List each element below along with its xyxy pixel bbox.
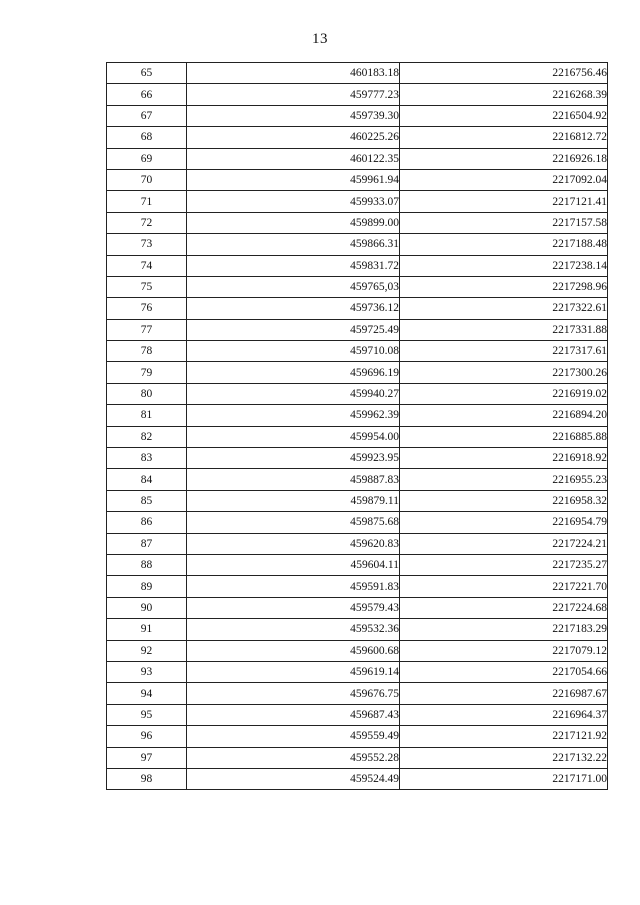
table-row: [107, 619, 608, 640]
x-coordinate-cell: 460183.18: [187, 63, 400, 84]
x-coordinate-cell: 459559.49: [187, 726, 400, 747]
y-coordinate-cell: 2216885.88: [400, 426, 608, 447]
x-coordinate-cell: 459552.28: [187, 747, 400, 768]
table-row: [107, 234, 608, 255]
x-coordinate-cell: 459710.08: [187, 341, 400, 362]
point-number-cell: 65: [107, 63, 187, 84]
x-coordinate-cell: 459736.12: [187, 298, 400, 319]
table-row: [107, 105, 608, 126]
y-coordinate-cell: 2217300.26: [400, 362, 608, 383]
point-number-cell: 89: [107, 576, 187, 597]
table-row: [107, 127, 608, 148]
x-coordinate-cell: 459866.31: [187, 234, 400, 255]
y-coordinate-cell: 2216926.18: [400, 148, 608, 169]
point-number-cell: 82: [107, 426, 187, 447]
point-number-cell: 75: [107, 276, 187, 297]
y-coordinate-cell: 2217121.92: [400, 726, 608, 747]
table-row: [107, 84, 608, 105]
x-coordinate-cell: 459620.83: [187, 533, 400, 554]
point-number-cell: 79: [107, 362, 187, 383]
x-coordinate-cell: 459875.68: [187, 512, 400, 533]
y-coordinate-cell: 2216268.39: [400, 84, 608, 105]
table-row: [107, 683, 608, 704]
table-row: [107, 276, 608, 297]
point-number-cell: 96: [107, 726, 187, 747]
table-row: [107, 341, 608, 362]
y-coordinate-cell: 2217171.00: [400, 768, 608, 789]
table-row: [107, 319, 608, 340]
point-number-cell: 77: [107, 319, 187, 340]
point-number-cell: 76: [107, 298, 187, 319]
table-row: [107, 554, 608, 575]
x-coordinate-cell: 459725.49: [187, 319, 400, 340]
x-coordinate-cell: 459954.00: [187, 426, 400, 447]
table-row: [107, 768, 608, 789]
point-number-cell: 94: [107, 683, 187, 704]
table-row: [107, 597, 608, 618]
x-coordinate-cell: 459899.00: [187, 212, 400, 233]
coordinates-table-body: [107, 63, 608, 790]
table-row: [107, 512, 608, 533]
y-coordinate-cell: 2216955.23: [400, 469, 608, 490]
y-coordinate-cell: 2216504.92: [400, 105, 608, 126]
x-coordinate-cell: 459961.94: [187, 169, 400, 190]
table-row: [107, 63, 608, 84]
point-number-cell: 90: [107, 597, 187, 618]
table-row: [107, 191, 608, 212]
y-coordinate-cell: 2217183.29: [400, 619, 608, 640]
x-coordinate-cell: 459676.75: [187, 683, 400, 704]
point-number-cell: 66: [107, 84, 187, 105]
point-number-cell: 92: [107, 640, 187, 661]
y-coordinate-cell: 2217157.58: [400, 212, 608, 233]
y-coordinate-cell: 2217298.96: [400, 276, 608, 297]
y-coordinate-cell: 2216958.32: [400, 490, 608, 511]
point-number-cell: 81: [107, 405, 187, 426]
y-coordinate-cell: 2217054.66: [400, 661, 608, 682]
table-row: [107, 362, 608, 383]
y-coordinate-cell: 2217322.61: [400, 298, 608, 319]
y-coordinate-cell: 2216987.67: [400, 683, 608, 704]
table-row: [107, 405, 608, 426]
table-row: [107, 148, 608, 169]
x-coordinate-cell: 459887.83: [187, 469, 400, 490]
point-number-cell: 97: [107, 747, 187, 768]
point-number-cell: 80: [107, 383, 187, 404]
x-coordinate-cell: 459765,03: [187, 276, 400, 297]
y-coordinate-cell: 2217092.04: [400, 169, 608, 190]
y-coordinate-cell: 2217235.27: [400, 554, 608, 575]
x-coordinate-cell: 459739.30: [187, 105, 400, 126]
table-row: [107, 726, 608, 747]
y-coordinate-cell: 2216756.46: [400, 63, 608, 84]
point-number-cell: 91: [107, 619, 187, 640]
y-coordinate-cell: 2217224.21: [400, 533, 608, 554]
point-number-cell: 73: [107, 234, 187, 255]
point-number-cell: 72: [107, 212, 187, 233]
y-coordinate-cell: 2217188.48: [400, 234, 608, 255]
y-coordinate-cell: 2217079.12: [400, 640, 608, 661]
point-number-cell: 83: [107, 448, 187, 469]
table-row: [107, 576, 608, 597]
point-number-cell: 87: [107, 533, 187, 554]
point-number-cell: 74: [107, 255, 187, 276]
table-row: [107, 448, 608, 469]
x-coordinate-cell: 459933.07: [187, 191, 400, 212]
point-number-cell: 69: [107, 148, 187, 169]
point-number-cell: 84: [107, 469, 187, 490]
table-row: [107, 169, 608, 190]
point-number-cell: 71: [107, 191, 187, 212]
x-coordinate-cell: 459604.11: [187, 554, 400, 575]
y-coordinate-cell: 2217238.14: [400, 255, 608, 276]
x-coordinate-cell: 459591.83: [187, 576, 400, 597]
point-number-cell: 78: [107, 341, 187, 362]
coordinates-table: [106, 62, 608, 790]
x-coordinate-cell: 459524.49: [187, 768, 400, 789]
x-coordinate-cell: 460122.35: [187, 148, 400, 169]
table-row: [107, 469, 608, 490]
y-coordinate-cell: 2217132.22: [400, 747, 608, 768]
table-row: [107, 212, 608, 233]
y-coordinate-cell: 2216812.72: [400, 127, 608, 148]
y-coordinate-cell: 2217121.41: [400, 191, 608, 212]
point-number-cell: 67: [107, 105, 187, 126]
point-number-cell: 98: [107, 768, 187, 789]
point-number-cell: 85: [107, 490, 187, 511]
y-coordinate-cell: 2216964.37: [400, 704, 608, 725]
x-coordinate-cell: 459696.19: [187, 362, 400, 383]
x-coordinate-cell: 460225.26: [187, 127, 400, 148]
table-row: [107, 426, 608, 447]
x-coordinate-cell: 459579.43: [187, 597, 400, 618]
point-number-cell: 88: [107, 554, 187, 575]
table-row: [107, 661, 608, 682]
x-coordinate-cell: 459600.68: [187, 640, 400, 661]
y-coordinate-cell: 2217221.70: [400, 576, 608, 597]
table-row: [107, 640, 608, 661]
point-number-cell: 95: [107, 704, 187, 725]
y-coordinate-cell: 2217224.68: [400, 597, 608, 618]
table-row: [107, 490, 608, 511]
x-coordinate-cell: 459940.27: [187, 383, 400, 404]
x-coordinate-cell: 459532.36: [187, 619, 400, 640]
table-row: [107, 533, 608, 554]
table-row: [107, 704, 608, 725]
x-coordinate-cell: 459831.72: [187, 255, 400, 276]
point-number-cell: 68: [107, 127, 187, 148]
x-coordinate-cell: 459923.95: [187, 448, 400, 469]
x-coordinate-cell: 459619.14: [187, 661, 400, 682]
y-coordinate-cell: 2217317.61: [400, 341, 608, 362]
y-coordinate-cell: 2217331.88: [400, 319, 608, 340]
x-coordinate-cell: 459777.23: [187, 84, 400, 105]
table-row: [107, 747, 608, 768]
table-row: [107, 298, 608, 319]
table-row: [107, 255, 608, 276]
y-coordinate-cell: 2216954.79: [400, 512, 608, 533]
y-coordinate-cell: 2216918.92: [400, 448, 608, 469]
point-number-cell: 86: [107, 512, 187, 533]
page-number: 13: [312, 31, 328, 47]
x-coordinate-cell: 459687.43: [187, 704, 400, 725]
table-row: [107, 383, 608, 404]
y-coordinate-cell: 2216919.02: [400, 383, 608, 404]
x-coordinate-cell: 459879.11: [187, 490, 400, 511]
y-coordinate-cell: 2216894.20: [400, 405, 608, 426]
point-number-cell: 93: [107, 661, 187, 682]
point-number-cell: 70: [107, 169, 187, 190]
x-coordinate-cell: 459962.39: [187, 405, 400, 426]
